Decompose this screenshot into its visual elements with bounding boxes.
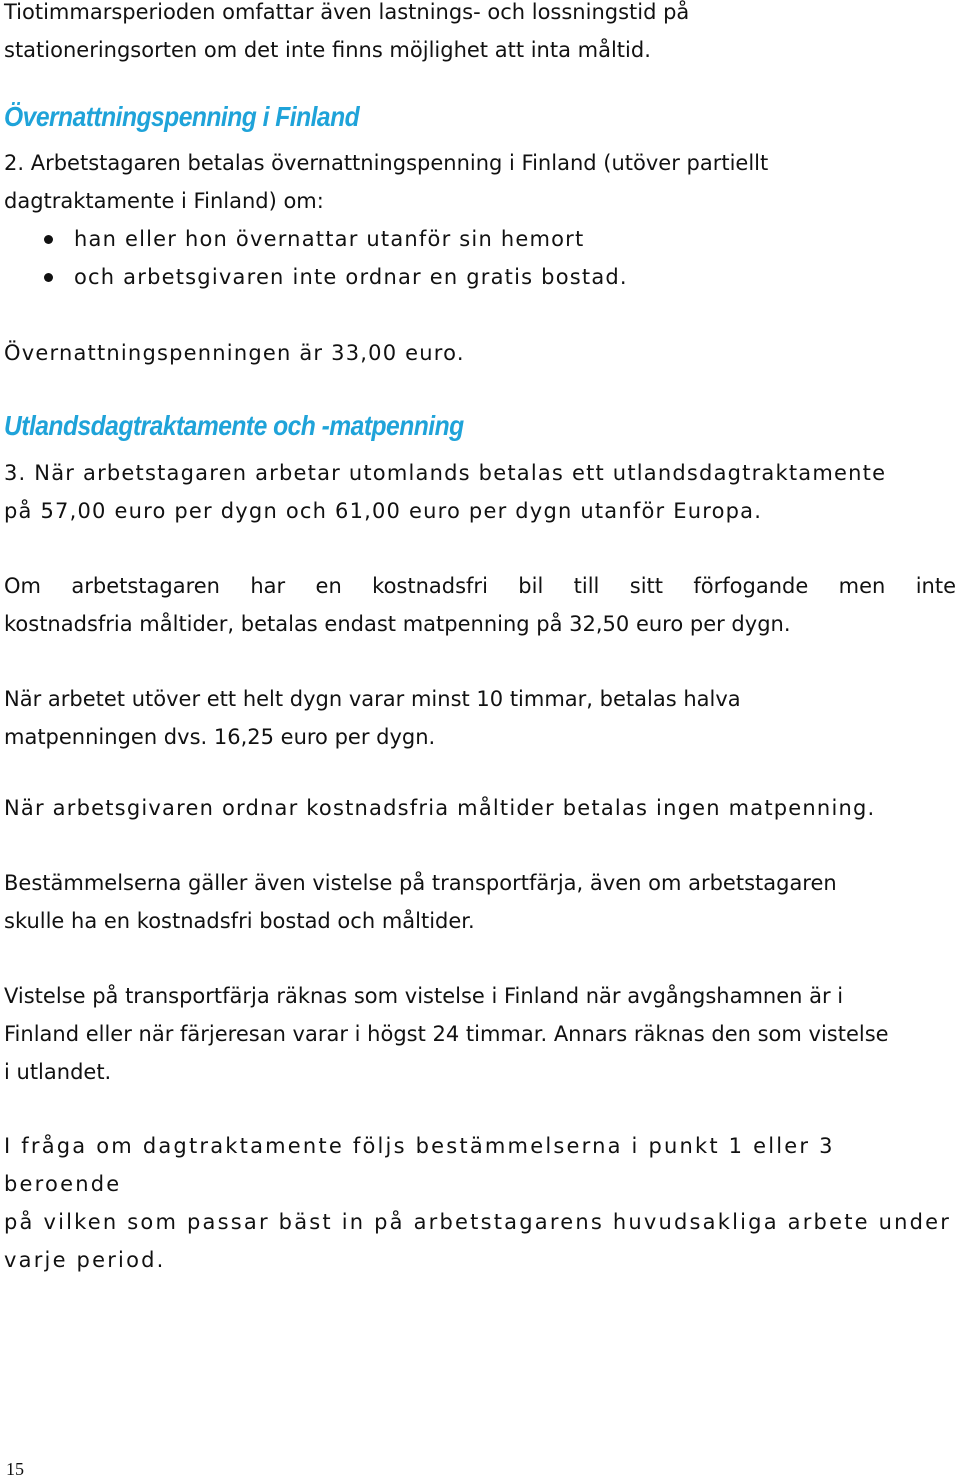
bullet-icon: [44, 273, 53, 282]
bullet-icon: [44, 235, 53, 244]
ferry-stay-line-3: i utlandet.: [4, 1060, 112, 1084]
overnight-conditions-list: [44, 220, 628, 296]
car-line-1: Om arbetstagaren har en kostnadsfri bil till sitt förfogande men inte: [4, 574, 956, 598]
final-paragraph: [4, 1127, 956, 1279]
free-meals-paragraph: När arbetsgivaren ordnar kostnadsfria måltider betalas ingen matpenning.: [4, 796, 876, 820]
page-number: 15: [6, 1459, 24, 1479]
overnight-paragraph: [4, 144, 956, 220]
intro-line-1: Tiotimmarsperioden omfattar även lastnings- och lossningstid på: [4, 0, 690, 24]
heading-overnight-allowance: Övernattningspenning i Finland: [4, 101, 360, 132]
final-line-3: varje period.: [4, 1248, 166, 1272]
heading-foreign-allowance: Utlandsdagtraktamente och -matpenning: [4, 410, 464, 441]
ferry-stay-line-1: Vistelse på transportfärja räknas som vistelse i Finland när avgångshamnen är i: [4, 984, 844, 1008]
overnight-amount: Övernattningspenningen är 33,00 euro.: [4, 341, 465, 365]
ferry-stay-line-2: Finland eller när färjeresan varar i högst 24 timmar. Annars räknas den som vistelse: [4, 1022, 889, 1046]
ferry-line-1: Bestämmelserna gäller även vistelse på transportfärja, även om arbetstagaren: [4, 871, 837, 895]
list-item-text: han eller hon övernattar utanför sin hemort: [74, 227, 585, 251]
list-item: [44, 220, 628, 258]
list-item-text: och arbetsgivaren inte ordnar en gratis bostad.: [74, 265, 628, 289]
foreign-line-1: 3. När arbetstagaren arbetar utomlands betalas ett utlandsdagtraktamente: [4, 461, 887, 485]
ferry-stay-paragraph: [4, 977, 956, 1091]
final-line-1: I fråga om dagtraktamente följs bestämmelserna i punkt 1 eller 3 beroende: [4, 1134, 835, 1196]
foreign-allowance-paragraph: [4, 454, 956, 530]
ferry-paragraph: [4, 864, 956, 940]
intro-paragraph: [4, 0, 956, 69]
half-allowance-paragraph: [4, 680, 956, 756]
intro-line-2: stationeringsorten om det inte finns möjlighet att inta måltid.: [4, 38, 651, 62]
half-line-1: När arbetet utöver ett helt dygn varar minst 10 timmar, betalas halva: [4, 687, 741, 711]
overnight-line-2: dagtraktamente i Finland) om:: [4, 189, 324, 213]
car-paragraph: [4, 567, 956, 643]
foreign-line-2: på 57,00 euro per dygn och 61,00 euro per dygn utanför Europa.: [4, 499, 763, 523]
final-line-2: på vilken som passar bäst in på arbetstagarens huvudsakliga arbete under: [4, 1210, 952, 1234]
ferry-line-2: skulle ha en kostnadsfri bostad och måltider.: [4, 909, 475, 933]
overnight-line-1: 2. Arbetstagaren betalas övernattningspenning i Finland (utöver partiellt: [4, 151, 769, 175]
half-line-2: matpenningen dvs. 16,25 euro per dygn.: [4, 725, 436, 749]
list-item: [44, 258, 628, 296]
car-line-2: kostnadsfria måltider, betalas endast matpenning på 32,50 euro per dygn.: [4, 612, 791, 636]
